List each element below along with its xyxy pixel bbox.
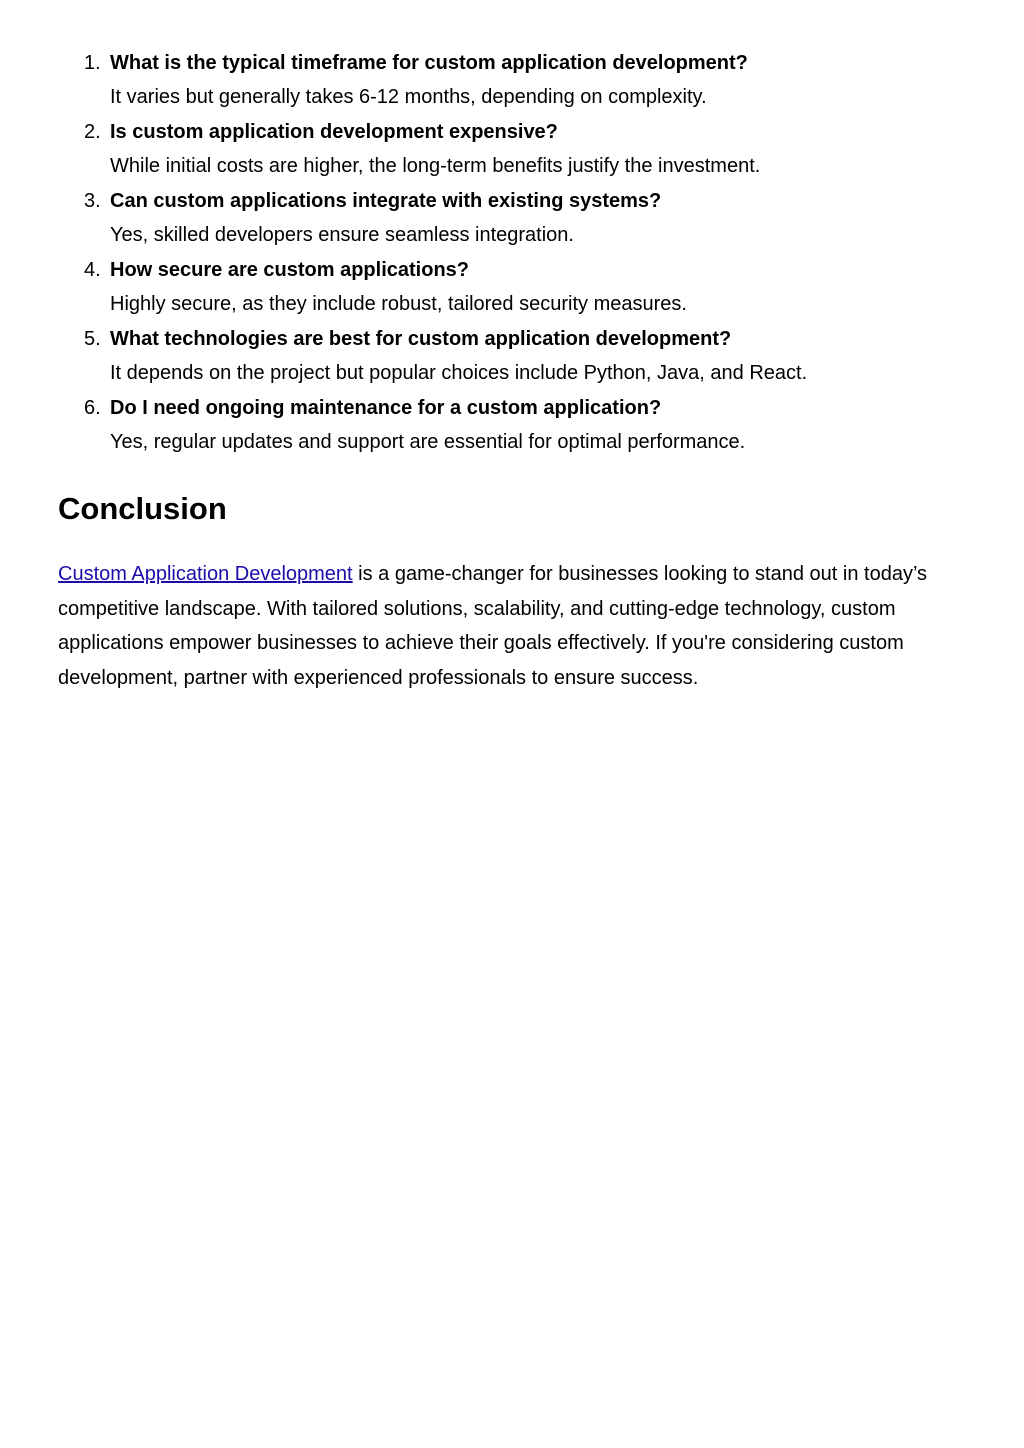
conclusion-paragraph — [58, 557, 978, 695]
faq-answer: While initial costs are higher, the long-term benefits justify the investment. — [110, 155, 761, 177]
conclusion-body-text: is a game-changer for businesses looking to stand out in today’s competitive landscape. With tailored solutions, scalability, and cutting-edge technology, custom applications empower businesses to achieve their goals effectively. If you're considering custom development, partner with experienced professionals to ensure success. — [58, 563, 928, 689]
faq-item-4 — [0, 253, 1000, 322]
list-number: 2. — [84, 121, 101, 143]
faq-answer: Highly secure, as they include robust, tailored security measures. — [110, 293, 687, 315]
list-number: 6. — [84, 397, 101, 419]
faq-list — [0, 46, 1000, 460]
faq-question: Do I need ongoing maintenance for a custom application? — [110, 397, 662, 419]
list-number: 1. — [84, 52, 101, 74]
faq-item-6 — [0, 391, 1000, 460]
faq-question: What technologies are best for custom application development? — [110, 328, 732, 350]
conclusion-heading: Conclusion — [58, 491, 227, 526]
faq-question: What is the typical timeframe for custom application development? — [110, 52, 748, 74]
faq-question: Is custom application development expensive? — [110, 121, 558, 143]
faq-item-2 — [0, 115, 1000, 184]
faq-question: How secure are custom applications? — [110, 259, 469, 281]
faq-item-1 — [0, 46, 1000, 115]
faq-answer: It varies but generally takes 6-12 months, depending on complexity. — [110, 86, 707, 108]
faq-item-5 — [0, 322, 1000, 391]
list-number: 5. — [84, 328, 101, 350]
list-number: 3. — [84, 190, 101, 212]
custom-application-development-link[interactable]: Custom Application Development — [58, 563, 353, 585]
faq-answer: Yes, regular updates and support are essential for optimal performance. — [110, 431, 746, 453]
faq-item-3 — [0, 184, 1000, 253]
list-number: 4. — [84, 259, 101, 281]
faq-answer: Yes, skilled developers ensure seamless integration. — [110, 224, 574, 246]
faq-answer: It depends on the project but popular choices include Python, Java, and React. — [110, 362, 808, 384]
faq-question: Can custom applications integrate with existing systems? — [110, 190, 662, 212]
